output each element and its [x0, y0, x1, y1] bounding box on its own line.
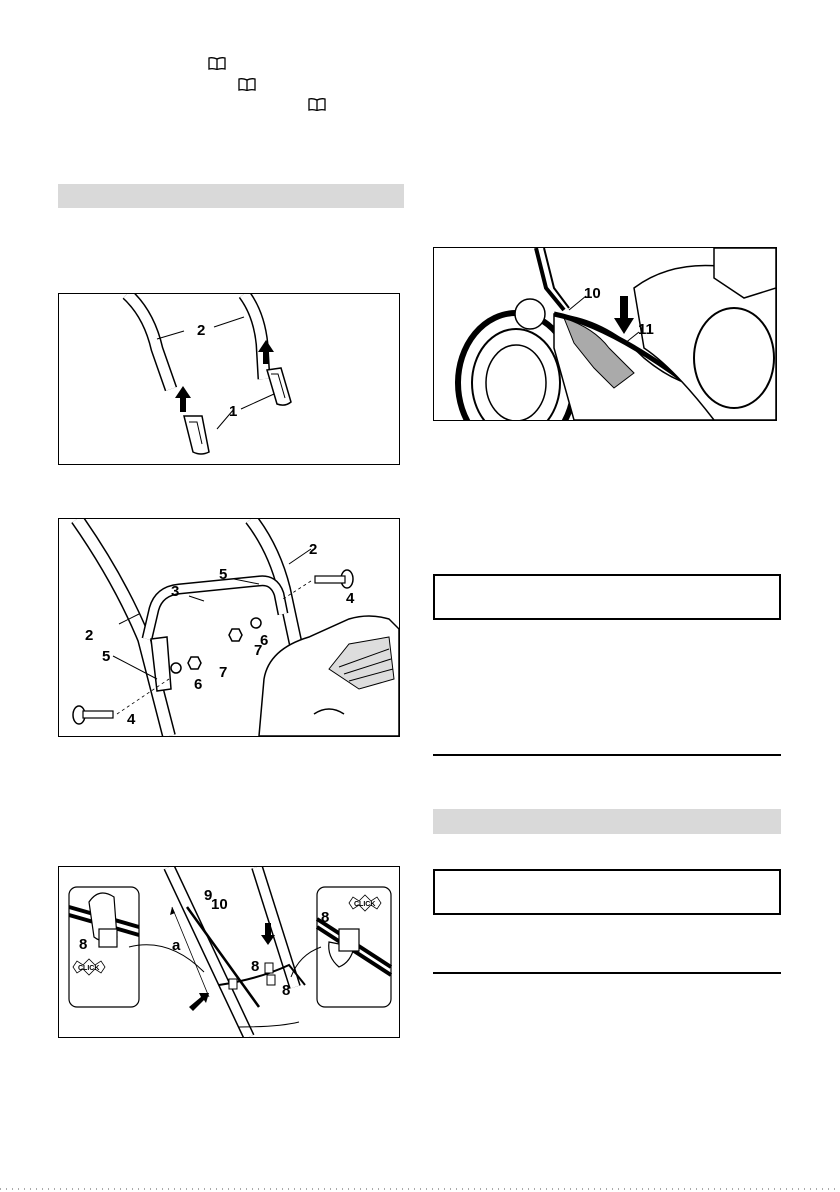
callout-label: 6 — [260, 632, 269, 649]
section-heading-bar — [58, 184, 404, 208]
click-label: CLICK — [78, 965, 100, 972]
figure-grass-catcher — [433, 247, 777, 421]
callout-label: 2 — [197, 322, 206, 339]
divider-line — [433, 972, 781, 974]
section-heading-bar — [433, 809, 781, 834]
figure-cable-clips — [58, 866, 400, 1038]
callout-label: 8 — [79, 936, 88, 953]
book-icon — [208, 57, 226, 70]
callout-label: 10 — [584, 285, 601, 302]
figure-handle-sleeves — [58, 293, 400, 465]
callout-label: 9 — [204, 887, 213, 904]
click-label: CLICK — [354, 901, 376, 908]
callout-label: 8 — [282, 982, 291, 999]
callout-label: 1 — [229, 403, 238, 420]
scan-edge-marks — [0, 1186, 840, 1192]
callout-label: 8 — [321, 909, 330, 926]
callout-label: 5 — [102, 648, 111, 665]
callout-label: 6 — [194, 676, 203, 693]
divider-line — [433, 754, 781, 756]
figure-handle-assembly — [58, 518, 400, 737]
book-icon — [238, 78, 256, 91]
callout-label: 11 — [638, 321, 654, 338]
callout-label: 2 — [85, 627, 94, 644]
book-icon — [308, 98, 326, 111]
notice-box — [433, 869, 781, 915]
callout-label: 2 — [309, 541, 318, 558]
notice-box — [433, 574, 781, 620]
callout-label: 4 — [346, 590, 355, 607]
callout-label: 7 — [254, 642, 263, 659]
callout-label: 8 — [251, 958, 260, 975]
callout-label: 5 — [219, 566, 228, 583]
callout-label: a — [172, 937, 181, 954]
callout-label: 10 — [211, 896, 228, 913]
callout-label: 7 — [219, 664, 228, 681]
callout-label: 3 — [171, 583, 180, 600]
callout-label: 4 — [127, 711, 136, 728]
